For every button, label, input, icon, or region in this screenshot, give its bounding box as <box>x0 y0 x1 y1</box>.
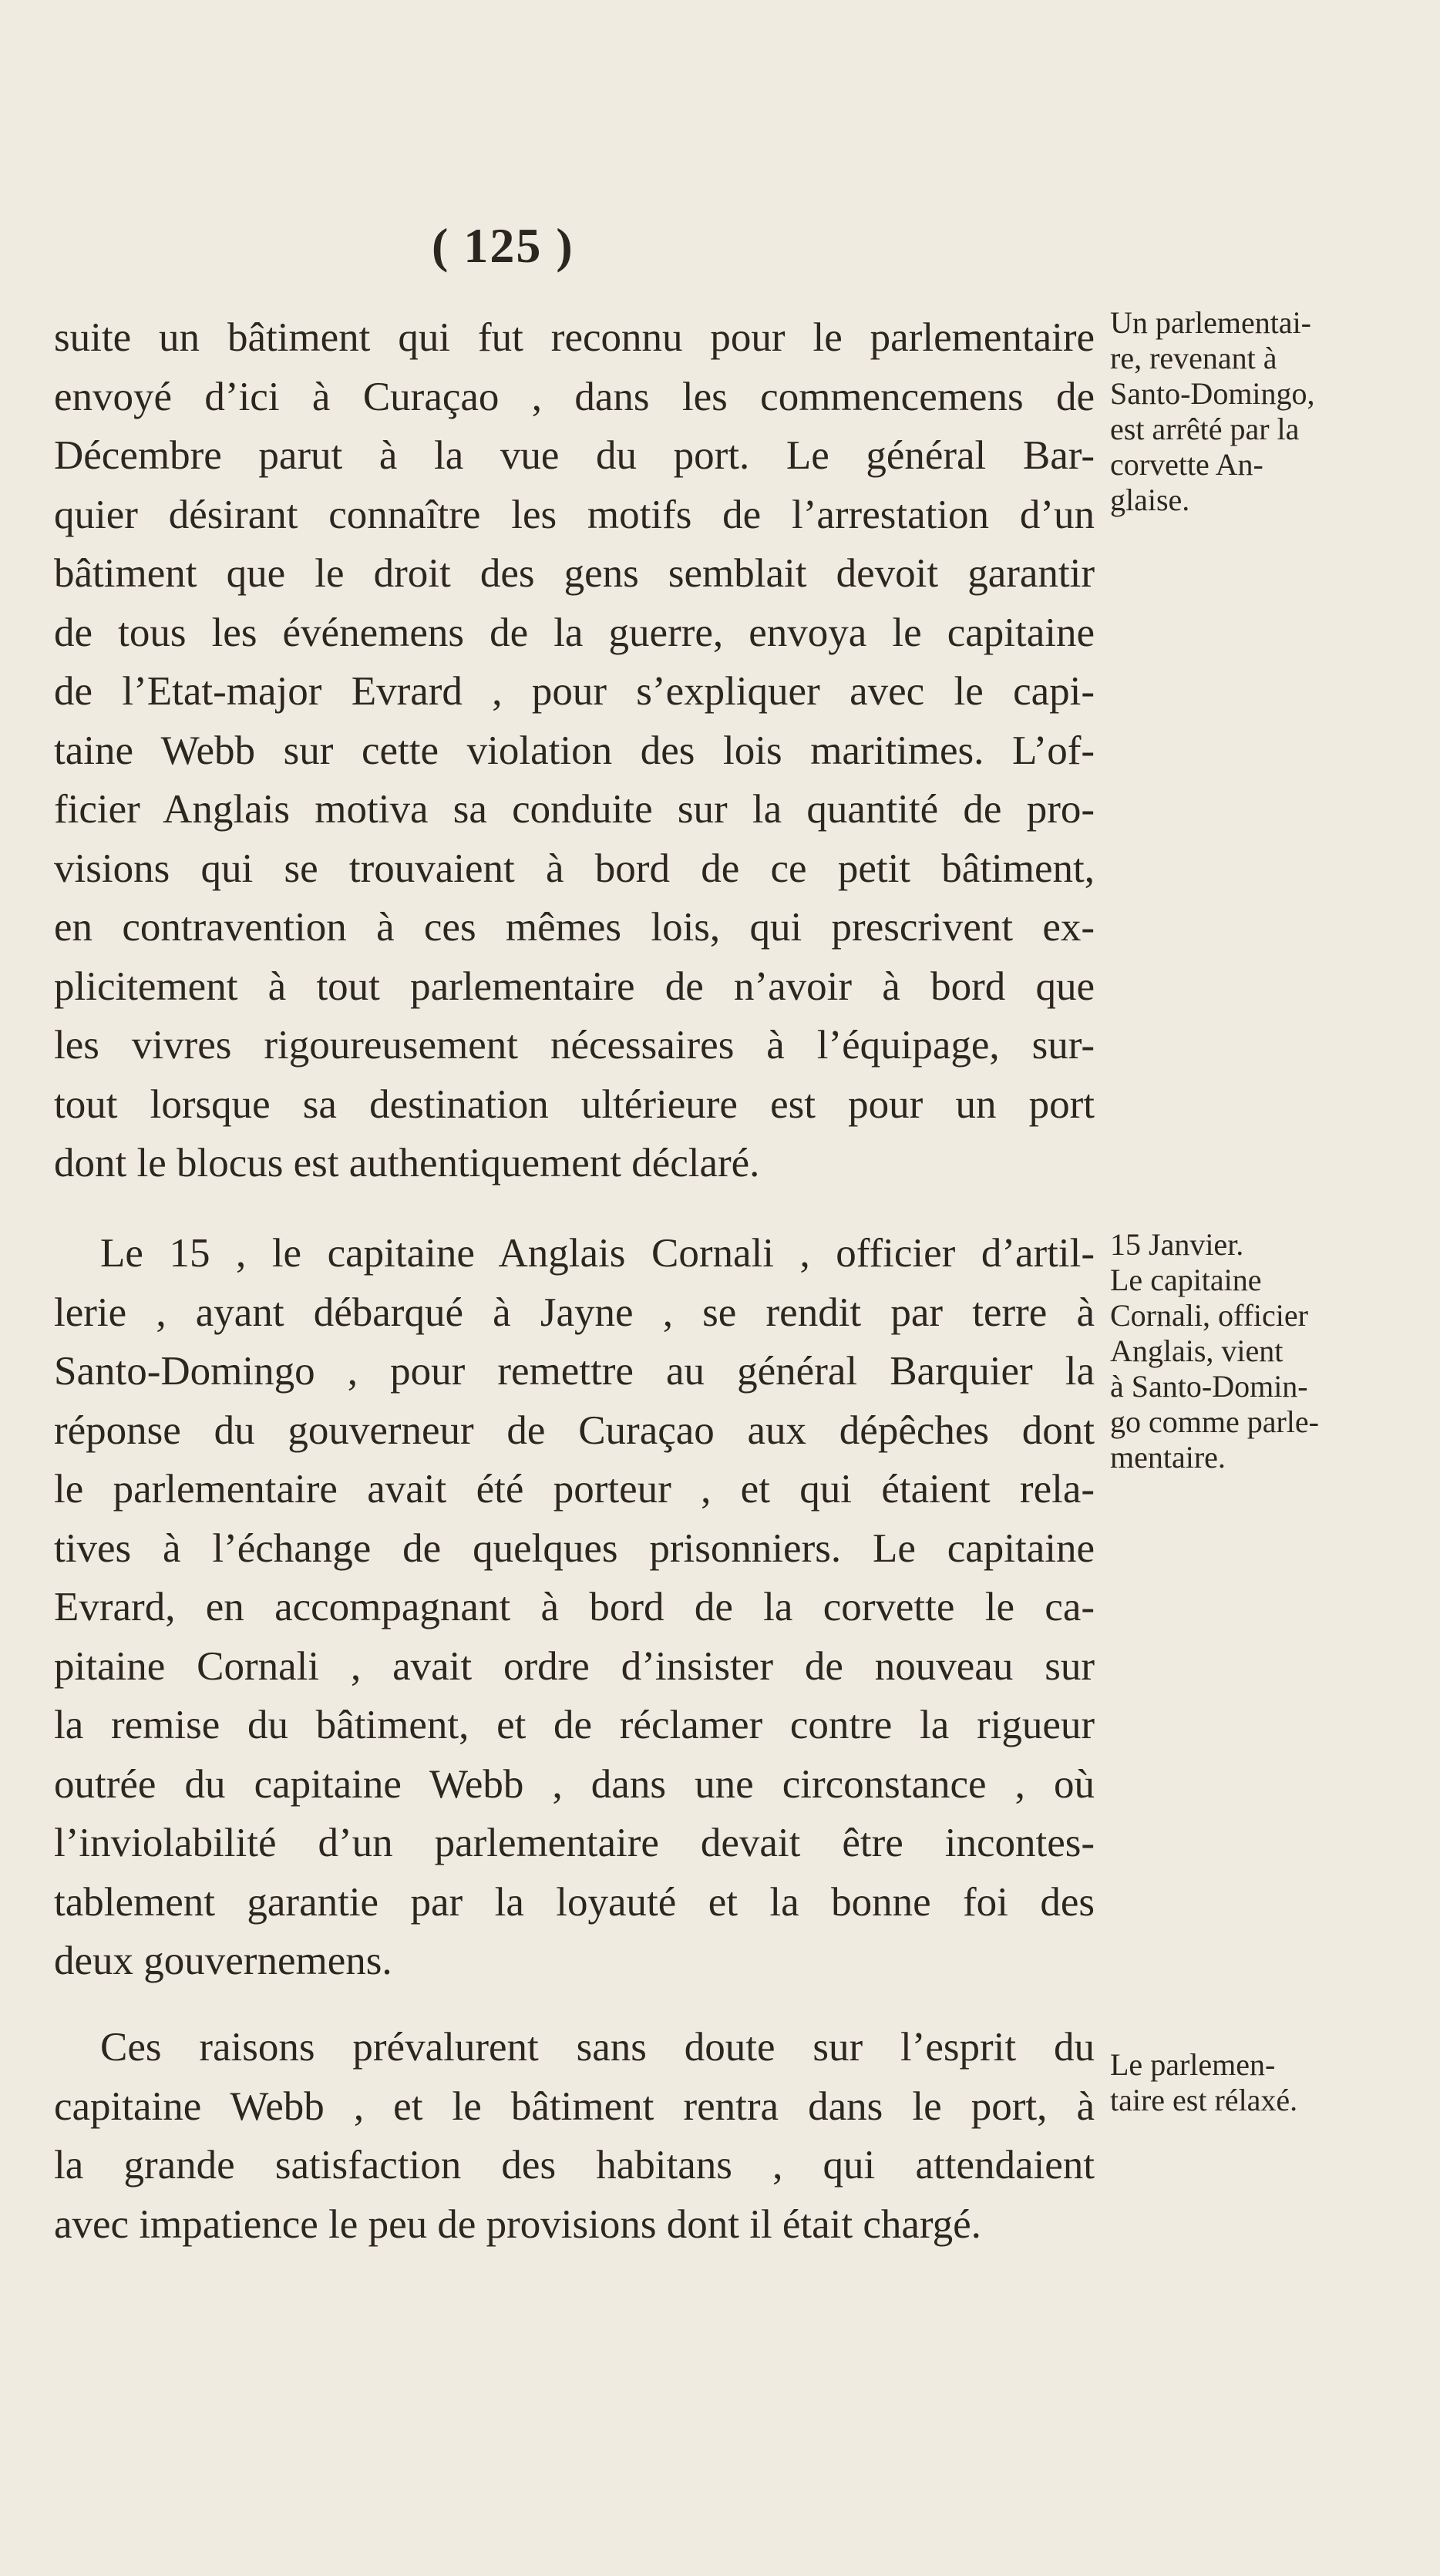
paragraph-3 <box>54 2018 1095 2254</box>
margin-note-line: Santo-Domingo, <box>1110 376 1315 411</box>
text-line: le parlementaire avait été porteur , et qui étaient rela- <box>54 1467 1095 1512</box>
margin-note-line: Cornali, officier <box>1110 1298 1308 1333</box>
text-line: bâtiment que le droit des gens semblait devoit garantir <box>54 551 1095 596</box>
page-number: ( 125 ) <box>432 218 574 273</box>
text-line: tablement garantie par la loyauté et la bonne foi des <box>54 1879 1095 1925</box>
text-line: tout lorsque sa destination ultérieure est pour un port <box>54 1081 1095 1127</box>
margin-note-line: corvette An- <box>1110 447 1263 482</box>
text-line: dont le blocus est authentiquement déclaré. <box>54 1141 760 1185</box>
margin-note-line: go comme parle- <box>1110 1404 1319 1439</box>
text-line: de tous les événemens de la guerre, envoya le capitaine <box>54 610 1095 655</box>
text-line: pitaine Cornali , avait ordre d’insister de nouveau sur <box>54 1643 1095 1689</box>
text-line: l’inviolabilité d’un parlementaire devait être incontes- <box>54 1821 1095 1865</box>
text-line: la remise du bâtiment, et de réclamer contre la rigueur <box>54 1703 1095 1747</box>
text-line: de l’Etat-major Evrard , pour s’expliquer avec le capi- <box>54 669 1095 714</box>
margin-note-line: mentaire. <box>1110 1440 1226 1475</box>
text-line: capitaine Webb , et le bâtiment rentra dans le port, à <box>54 2083 1095 2129</box>
text-line: Ces raisons prévalurent sans doute sur l’esprit du <box>100 2025 1095 2070</box>
margin-note-2 <box>1110 1227 1403 1475</box>
margin-note-line: Le parlemen- <box>1110 2047 1276 2082</box>
margin-note-line: Un parlementai- <box>1110 305 1311 340</box>
text-line: outrée du capitaine Webb , dans une circonstance , où <box>54 1761 1095 1807</box>
margin-note-line: 15 Janvier. <box>1110 1227 1244 1262</box>
margin-note-line: à Santo-Domin- <box>1110 1369 1308 1404</box>
text-line: Evrard, en accompagnant à bord de la corvette le ca- <box>54 1585 1095 1629</box>
text-line: deux gouvernemens. <box>54 1939 392 1983</box>
text-line: taine Webb sur cette violation des lois maritimes. L’of- <box>54 728 1095 773</box>
text-line: Santo-Domingo , pour remettre au général Barquier la <box>54 1349 1095 1394</box>
text-line: les vivres rigoureusement nécessaires à l’équipage, sur- <box>54 1023 1095 1068</box>
margin-note-line: taire est rélaxé. <box>1110 2083 1298 2117</box>
text-line: envoyé d’ici à Curaçao , dans les commencemens de <box>54 374 1095 419</box>
margin-note-line: est arrêté par la <box>1110 412 1300 446</box>
text-line: Décembre parut à la vue du port. Le général Bar- <box>54 433 1095 478</box>
text-line: lerie , ayant débarqué à Jayne , se rendit par terre à <box>54 1290 1095 1335</box>
margin-note-3 <box>1110 2047 1403 2118</box>
margin-note-line: re, revenant à <box>1110 341 1277 375</box>
text-line: quier désirant connaître les motifs de l’arrestation d’un <box>54 492 1095 537</box>
text-line: la grande satisfaction des habitans , qui attendaient <box>54 2143 1095 2188</box>
margin-note-line: Le capitaine <box>1110 1263 1262 1297</box>
text-line: ficier Anglais motiva sa conduite sur la quantité de pro- <box>54 787 1095 832</box>
text-line: plicitement à tout parlementaire de n’avoir à bord que <box>54 963 1095 1009</box>
text-line: en contravention à ces mêmes lois, qui prescrivent ex- <box>54 905 1095 950</box>
text-line: tives à l’échange de quelques prisonniers. Le capitaine <box>54 1525 1095 1571</box>
margin-note-line: Anglais, vient <box>1110 1333 1284 1368</box>
paragraph-1 <box>54 308 1095 1193</box>
text-line: avec impatience le peu de provisions dont il était chargé. <box>54 2201 981 2247</box>
text-line: Le 15 , le capitaine Anglais Cornali , officier d’artil- <box>100 1231 1095 1276</box>
text-line: visions qui se trouvaient à bord de ce petit bâtiment, <box>54 846 1095 891</box>
text-line: suite un bâtiment qui fut reconnu pour le parlementaire <box>54 315 1095 360</box>
margin-note-1 <box>1110 305 1403 518</box>
margin-note-line: glaise. <box>1110 483 1190 517</box>
text-line: réponse du gouverneur de Curaçao aux dépêches dont <box>54 1407 1095 1453</box>
paragraph-2 <box>54 1224 1095 1991</box>
